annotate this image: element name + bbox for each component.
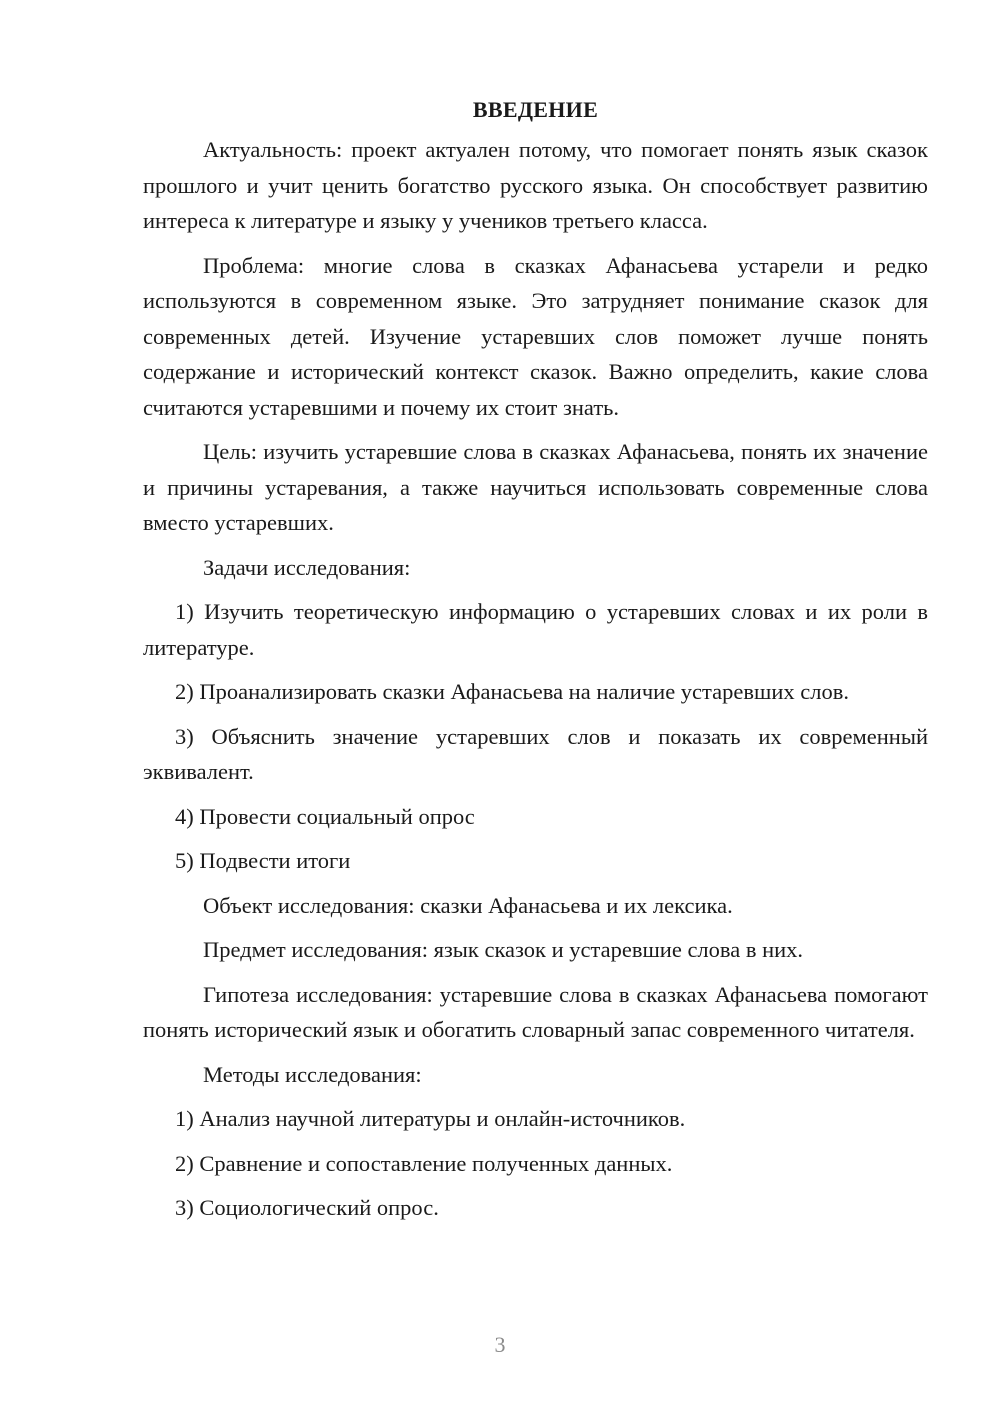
hypothesis-paragraph: Гипотеза исследования: устаревшие слова в сказках Афанасьева помогают понять исторический язык и обогатить словарный запас современного читателя.	[143, 981, 928, 1042]
section-title: ВВЕДЕНИЕ	[472, 97, 599, 122]
relevance-paragraph: Актуальность: проект актуален потому, что помогает понять язык сказок прошлого и учит ценить богатство русского языка. Он способствует развитию интереса к литературе и языку у учеников третьего класса.	[143, 137, 928, 233]
method-item: 1) Анализ научной литературы и онлайн-источников.	[175, 1106, 686, 1131]
method-item: 2) Сравнение и сопоставление полученных данных.	[175, 1150, 673, 1176]
method-item: 3) Социологический опрос.	[175, 1195, 439, 1220]
page-number: 3	[494, 1332, 506, 1357]
methods-heading: Методы исследования:	[203, 1061, 422, 1087]
object-paragraph: Объект исследования: сказки Афанасьева и их лексика.	[203, 892, 733, 918]
tasks-heading: Задачи исследования:	[203, 554, 411, 580]
task-item: 2) Проанализировать сказки Афанасьева на наличие устаревших слов.	[175, 679, 849, 704]
subject-paragraph: Предмет исследования: язык сказок и устаревшие слова в них.	[203, 937, 804, 962]
document-body	[143, 92, 928, 1235]
task-item: 1) Изучить теоретическую информацию о устаревших словах и их роли в литературе.	[143, 599, 928, 660]
goal-paragraph: Цель: изучить устаревшие слова в сказках Афанасьева, понять их значение и причины устаревания, а также научиться использовать современные слова вместо устаревших.	[143, 439, 928, 535]
problem-paragraph: Проблема: многие слова в сказках Афанасьева устарели и редко используются в современном языке. Это затрудняет понимание сказок для современных детей. Изучение устаревших слов поможет лучше понять содержание и исторический контекст сказок. Важно определить, какие слова считаются устаревшими и почему их стоит знать.	[143, 252, 928, 420]
task-item: 3) Объяснить значение устаревших слов и показать их современный эквивалент.	[143, 723, 928, 784]
task-item: 4) Провести социальный опрос	[175, 803, 475, 829]
task-item: 5) Подвести итоги	[175, 848, 351, 873]
